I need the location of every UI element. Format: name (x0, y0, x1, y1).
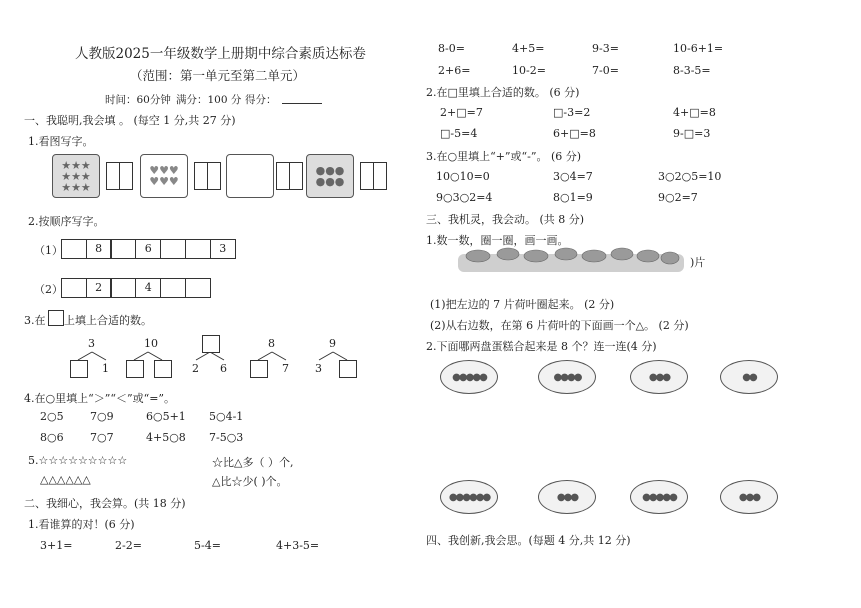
seq-cell[interactable] (160, 278, 186, 298)
seq-cell[interactable] (110, 278, 136, 298)
hearts-picture (140, 154, 188, 198)
tree-blank-box[interactable] (339, 360, 357, 378)
s3-q2-label: 2.下面哪两盘蛋糕合起来是 8 个？连一连(4 分) (426, 340, 657, 353)
q1-label: 1.看图写字。 (28, 135, 94, 148)
q3-label-post: 上填上合适的数。 (64, 314, 152, 327)
compare-item[interactable]: 6○5+1 (146, 410, 186, 423)
cups-icon: ●●●●●● (315, 164, 345, 188)
tree-number: 1 (102, 362, 109, 375)
section3-heading: 三、我机灵，我会动。 (共 8 分) (426, 213, 585, 226)
empty-picture (226, 154, 274, 198)
tree-branch (319, 352, 333, 360)
calc-item[interactable]: 10-6+1= (673, 42, 724, 55)
calc-item[interactable]: 8-0= (438, 42, 465, 55)
fill-item[interactable]: 2+□=7 (440, 106, 483, 119)
tree-branch (148, 352, 162, 360)
s2-q1-label: 1.看谁算的对！(6 分) (28, 518, 135, 531)
calc-item[interactable]: 8-3-5= (673, 64, 711, 77)
calc-item[interactable]: 2+6= (438, 64, 471, 77)
seq-cell[interactable]: 4 (135, 278, 161, 298)
calc-item[interactable]: 10-2= (512, 64, 546, 77)
section2-heading: 二、我细心，我会算。(共 18 分) (24, 497, 186, 510)
page-range: （范围：第一单元至第二单元） (130, 68, 306, 83)
tree-branch (134, 352, 148, 360)
sequence-row-2 (62, 278, 211, 298)
tree-number: 10 (144, 337, 158, 350)
sign-item[interactable]: 8○1=9 (553, 191, 593, 204)
cake-plate[interactable]: ●●●●● (440, 360, 498, 394)
row2-label: （2） (34, 283, 63, 296)
cake-plate[interactable]: ●●● (720, 480, 778, 514)
calc-item[interactable]: 7-0= (592, 64, 619, 77)
sign-item[interactable]: 3○2○5=10 (658, 170, 722, 183)
tree-branch (92, 352, 106, 360)
q5-line1[interactable]: ☆比△多（ ）个, (212, 456, 294, 469)
time-label: 时间：60分钟 (105, 94, 171, 106)
tree-blank-box[interactable] (126, 360, 144, 378)
compare-item[interactable]: 5○4-1 (209, 410, 244, 423)
section4-heading: 四、我创新,我会思。(每题 4 分,共 12 分) (426, 534, 631, 547)
fill-item[interactable]: 9-□=3 (673, 127, 711, 140)
hearts-icon: ♥♥♥♥♥♥ (149, 164, 179, 188)
calc-item[interactable]: 3+1= (40, 539, 73, 552)
q5-stars: 5.☆☆☆☆☆☆☆☆☆ (28, 454, 128, 467)
sign-item[interactable]: 3○4=7 (553, 170, 593, 183)
cups-picture (306, 154, 354, 198)
seq-cell[interactable] (185, 239, 211, 259)
compare-item[interactable]: 7○7 (90, 431, 114, 444)
tree-blank-box[interactable] (70, 360, 88, 378)
s3-q1a: (1)把左边的 7 片荷叶圈起来。 (2 分) (430, 298, 615, 311)
s2-q3-label: 3.在○里填上“+”或“-”。 (6 分) (426, 150, 582, 163)
calc-item[interactable]: 2-2= (115, 539, 142, 552)
stars-picture (52, 154, 100, 198)
seq-cell[interactable]: 6 (135, 239, 161, 259)
tree-branch (210, 352, 224, 360)
q5-triangles: △△△△△△ (40, 473, 91, 486)
s2-q2-label: 2.在□里填上合适的数。 (6 分) (426, 86, 580, 99)
tree-number: 7 (282, 362, 289, 375)
calc-item[interactable]: 9-3= (592, 42, 619, 55)
calc-item[interactable]: 5-4= (194, 539, 221, 552)
tree-number: 6 (220, 362, 227, 375)
compare-item[interactable]: 7○9 (90, 410, 114, 423)
q4-label: 4.在○里填上“＞”“＜”或“=”。 (24, 392, 176, 405)
seq-cell[interactable]: 3 (210, 239, 236, 259)
calc-item[interactable]: 4+3-5= (276, 539, 320, 552)
fill-item[interactable]: □-3=2 (553, 106, 591, 119)
fill-item[interactable]: 4+□=8 (673, 106, 716, 119)
fill-item[interactable]: □-5=4 (440, 127, 478, 140)
q3-label-pre: 3.在 (24, 314, 46, 327)
seq-cell[interactable] (110, 239, 136, 259)
tree-number: 8 (268, 337, 275, 350)
tree-number: 3 (315, 362, 322, 375)
cake-plate[interactable]: ●●● (630, 360, 688, 394)
tree-branch (333, 352, 347, 360)
calc-item[interactable]: 4+5= (512, 42, 545, 55)
compare-item[interactable]: 2○5 (40, 410, 64, 423)
compare-item[interactable]: 7-5○3 (209, 431, 244, 444)
seq-cell[interactable] (160, 239, 186, 259)
sequence-row-1 (62, 239, 236, 259)
sign-item[interactable]: 9○3○2=4 (436, 191, 493, 204)
compare-item[interactable]: 4+5○8 (146, 431, 186, 444)
leaf-count-suffix[interactable]: )片 (690, 256, 706, 269)
blank-box-sample (48, 310, 64, 326)
s3-q1-label: 1.数一数，圈一圈，画一画。 (426, 234, 569, 247)
fill-item[interactable]: 6+□=8 (553, 127, 596, 140)
cake-plate[interactable]: ●●●●● (630, 480, 688, 514)
cake-plate[interactable]: ●●● (538, 480, 596, 514)
s3-q1b: (2)从右边数，在第 6 片荷叶的下面画一个△。 (2 分) (430, 319, 689, 332)
section1-heading: 一、我聪明,我会填 。 (每空 1 分,共 27 分) (24, 114, 236, 127)
q5-line2[interactable]: △比☆少( )个。 (212, 475, 288, 488)
tree-number: 2 (192, 362, 199, 375)
score-blank[interactable] (282, 103, 322, 104)
cake-plate[interactable]: ●● (720, 360, 778, 394)
tree-blank-box[interactable] (202, 335, 220, 353)
lotus-leaves-strip (456, 246, 688, 276)
q2-label: 2.按顺序写字。 (28, 215, 105, 228)
score-label: 得分： (245, 94, 277, 106)
cake-plate[interactable]: ●●●●●● (440, 480, 498, 514)
answer-box-2[interactable] (194, 162, 221, 190)
full-score-label: 满分：100 分 (176, 94, 242, 106)
tree-number: 3 (88, 337, 95, 350)
page-title: 人教版2025一年级数学上册期中综合素质达标卷 (75, 46, 366, 62)
cake-plate[interactable]: ●●●● (538, 360, 596, 394)
seq-cell[interactable] (61, 239, 87, 259)
seq-cell[interactable]: 8 (86, 239, 112, 259)
tree-branch (78, 352, 92, 360)
seq-cell[interactable]: 2 (86, 278, 112, 298)
sign-item[interactable]: 9○2=7 (658, 191, 698, 204)
answer-box-4[interactable] (360, 162, 387, 190)
tree-branch (258, 352, 272, 360)
tree-blank-box[interactable] (250, 360, 268, 378)
tree-number: 9 (329, 337, 336, 350)
tree-blank-box[interactable] (154, 360, 172, 378)
seq-cell[interactable] (185, 278, 211, 298)
seq-cell[interactable] (61, 278, 87, 298)
tree-branch (196, 352, 210, 360)
tree-branch (272, 352, 286, 360)
answer-box-3[interactable] (276, 162, 303, 190)
answer-box-1[interactable] (106, 162, 133, 190)
compare-item[interactable]: 8○6 (40, 431, 64, 444)
row1-label: （1） (34, 244, 63, 257)
stars-icon: ★★★★★★★★★ (61, 158, 91, 194)
sign-item[interactable]: 10○10=0 (436, 170, 490, 183)
